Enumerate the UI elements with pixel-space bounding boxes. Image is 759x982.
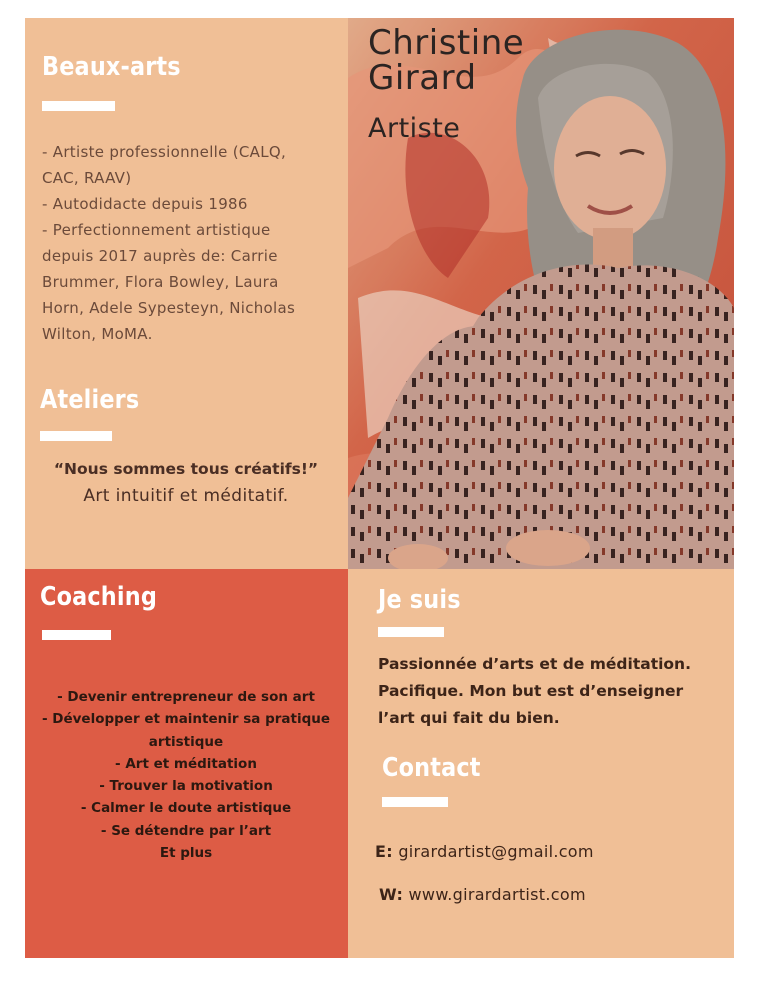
list-item: - Trouver la motivation	[99, 778, 273, 795]
coaching-heading: Coaching	[40, 582, 158, 612]
email-link[interactable]: girardartist@gmail.com	[398, 842, 594, 861]
web-link[interactable]: www.girardartist.com	[408, 885, 586, 904]
je-suis-text	[378, 651, 691, 732]
list-item: - Art et méditation	[115, 755, 257, 772]
ateliers-quote-block	[40, 457, 332, 511]
list-item: - Se détendre par l’art	[100, 822, 272, 839]
text-line: Passionnée d’arts et de méditation.	[378, 655, 691, 673]
beaux-arts-rule	[42, 101, 115, 111]
coaching-list	[36, 686, 336, 864]
list-item: - Autodidacte depuis 1986	[42, 195, 248, 213]
beaux-arts-list	[42, 139, 295, 347]
list-item: - Développer et maintenir sa pratique	[41, 711, 331, 728]
web-label: W:	[379, 885, 404, 904]
ateliers-heading: Ateliers	[40, 385, 140, 415]
ateliers-quote: “Nous sommes tous créatifs!”	[53, 460, 319, 478]
text-line: Pacifique. Mon but est d’enseigner	[378, 682, 684, 700]
text-line: l’art qui fait du bien.	[378, 709, 560, 727]
name-block	[368, 23, 525, 146]
je-suis-rule	[378, 627, 444, 637]
contact-rule	[382, 797, 448, 807]
ateliers-subtitle: Art intuitif et méditatif.	[83, 486, 289, 506]
email-line	[375, 842, 594, 861]
first-name: Christine	[368, 23, 525, 63]
list-item: artistique	[148, 733, 224, 750]
list-item: Horn, Adele Sypesteyn, Nicholas	[42, 299, 296, 317]
list-item: Et plus	[159, 845, 213, 862]
list-item: - Artiste professionnelle (CALQ,	[42, 143, 287, 161]
coaching-rule	[42, 630, 111, 640]
je-suis-heading: Je suis	[378, 585, 461, 615]
list-item: - Calmer le doute artistique	[80, 800, 292, 817]
role-title: Artiste	[368, 113, 461, 144]
list-item: - Devenir entrepreneur de son art	[57, 689, 315, 705]
web-line	[379, 885, 586, 904]
last-name: Girard	[368, 58, 477, 98]
list-item: Brummer, Flora Bowley, Laura	[42, 273, 279, 291]
list-item: - Perfectionnement artistique	[42, 221, 271, 239]
email-label: E:	[375, 842, 393, 861]
contact-heading: Contact	[382, 753, 481, 783]
list-item: Wilton, MoMA.	[42, 325, 153, 343]
ateliers-rule	[40, 431, 112, 441]
list-item: depuis 2017 auprès de: Carrie	[42, 247, 278, 265]
list-item: CAC, RAAV)	[42, 169, 132, 187]
beaux-arts-heading: Beaux-arts	[42, 52, 181, 82]
